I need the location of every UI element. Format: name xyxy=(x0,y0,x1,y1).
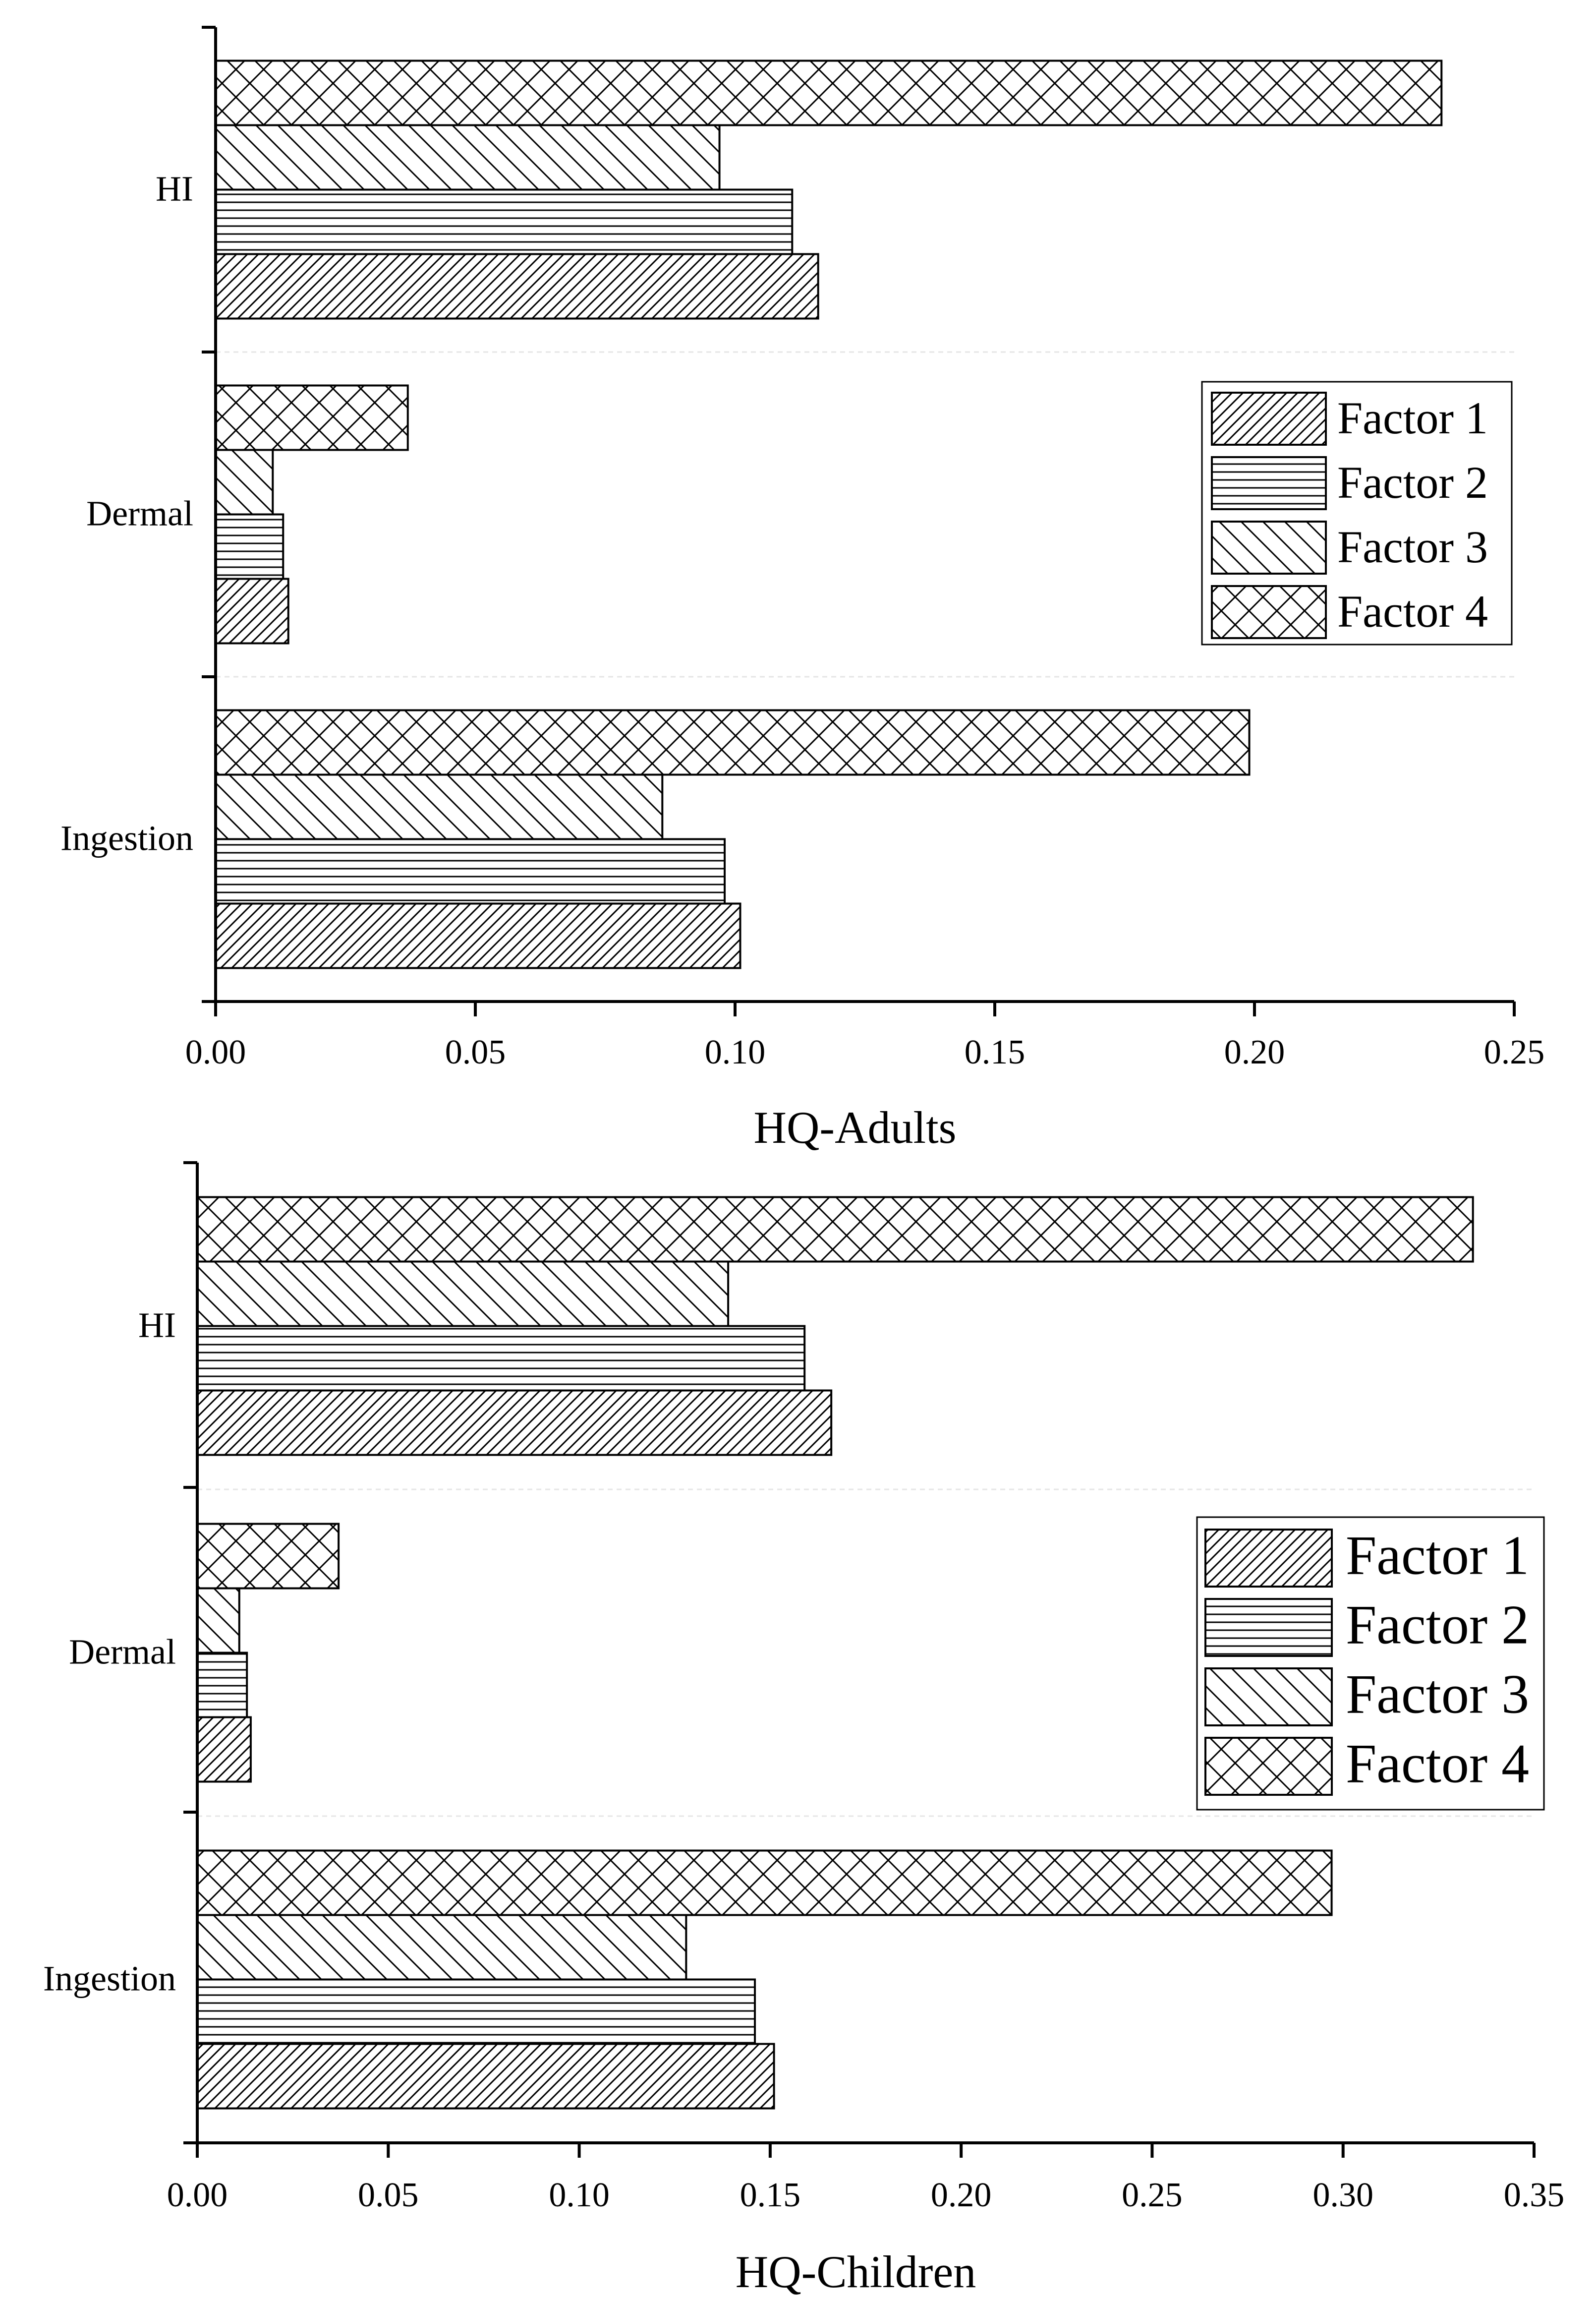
category-label: HI xyxy=(156,169,193,209)
category-label: Ingestion xyxy=(60,818,193,858)
legend-swatch xyxy=(1205,1738,1332,1795)
x-tick-label: 0.20 xyxy=(930,2176,992,2214)
legend-swatch xyxy=(1212,457,1326,509)
legend-swatch xyxy=(1205,1530,1332,1587)
bar-hi-factor-2 xyxy=(197,1326,804,1391)
bar-dermal-factor-3 xyxy=(216,450,273,515)
x-tick-label: 0.10 xyxy=(704,1033,766,1071)
bar-dermal-factor-4 xyxy=(216,386,408,450)
bar-hi-factor-3 xyxy=(216,125,720,190)
bar-hi-factor-4 xyxy=(197,1197,1473,1262)
bar-dermal-factor-2 xyxy=(197,1653,247,1717)
legend-label: Factor 2 xyxy=(1346,1594,1530,1656)
bar-ingestion-factor-2 xyxy=(216,839,725,904)
bar-ingestion-factor-1 xyxy=(197,2044,774,2109)
x-tick-label: 0.05 xyxy=(358,2176,419,2214)
x-tick-label: 0.20 xyxy=(1224,1033,1285,1071)
legend xyxy=(1197,1517,1544,1810)
bar-ingestion-factor-4 xyxy=(216,710,1250,775)
legend-label: Factor 1 xyxy=(1346,1525,1530,1587)
bar-dermal-factor-2 xyxy=(216,515,283,579)
x-tick-label: 0.00 xyxy=(185,1033,246,1071)
legend-swatch xyxy=(1205,1668,1332,1725)
x-tick-label: 0.00 xyxy=(167,2176,228,2214)
category-label: HI xyxy=(138,1305,176,1345)
bar-hi-factor-3 xyxy=(197,1262,728,1326)
x-tick-label: 0.15 xyxy=(740,2176,801,2214)
bar-dermal-factor-1 xyxy=(216,579,288,644)
hq-children-chart xyxy=(43,1163,1564,2297)
x-tick-label: 0.10 xyxy=(549,2176,610,2214)
bar-ingestion-factor-1 xyxy=(216,904,740,968)
x-tick-label: 0.25 xyxy=(1122,2176,1183,2214)
bar-hi-factor-1 xyxy=(197,1391,831,1455)
x-tick-label: 0.05 xyxy=(445,1033,506,1071)
bar-ingestion-factor-4 xyxy=(197,1851,1332,1915)
bar-dermal-factor-4 xyxy=(197,1524,339,1589)
legend xyxy=(1202,382,1512,645)
bar-hi-factor-2 xyxy=(216,190,792,254)
legend-swatch xyxy=(1212,522,1326,574)
legend-label: Factor 4 xyxy=(1337,586,1488,637)
legend-label: Factor 2 xyxy=(1337,457,1488,508)
legend-swatch xyxy=(1212,586,1326,638)
bar-dermal-factor-3 xyxy=(197,1589,239,1653)
bar-hi-factor-1 xyxy=(216,254,818,319)
x-axis-title: HQ-Adults xyxy=(753,1102,957,1153)
x-tick-label: 0.30 xyxy=(1312,2176,1373,2214)
x-tick-label: 0.15 xyxy=(964,1033,1026,1071)
legend-swatch xyxy=(1212,393,1326,445)
bar-dermal-factor-1 xyxy=(197,1717,251,1782)
x-tick-label: 0.35 xyxy=(1503,2176,1565,2214)
bar-ingestion-factor-3 xyxy=(216,775,662,839)
legend-label: Factor 4 xyxy=(1346,1733,1530,1795)
category-label: Dermal xyxy=(86,493,193,533)
legend-label: Factor 3 xyxy=(1337,521,1488,572)
bar-ingestion-factor-3 xyxy=(197,1915,686,1980)
bar-ingestion-factor-2 xyxy=(197,1980,755,2044)
legend-label: Factor 1 xyxy=(1337,392,1488,443)
hq-adults-chart xyxy=(60,27,1544,1153)
legend-label: Factor 3 xyxy=(1346,1663,1530,1725)
category-label: Ingestion xyxy=(43,1958,176,1999)
legend-swatch xyxy=(1205,1599,1332,1656)
bar-hi-factor-4 xyxy=(216,61,1441,125)
x-tick-label: 0.25 xyxy=(1483,1033,1545,1071)
category-label: Dermal xyxy=(69,1632,176,1672)
x-axis-title: HQ-Children xyxy=(735,2246,976,2297)
